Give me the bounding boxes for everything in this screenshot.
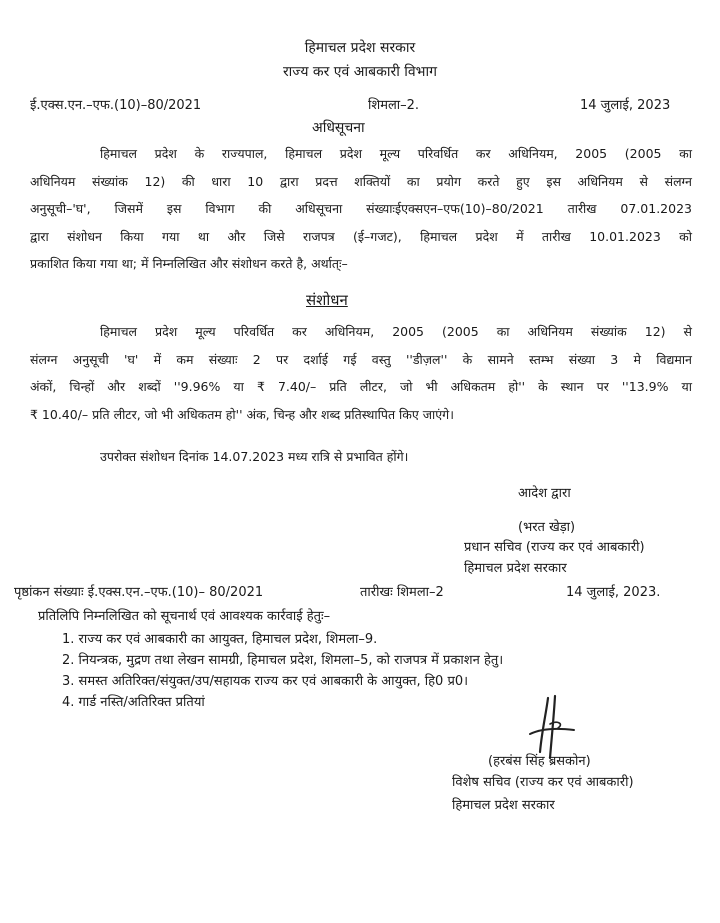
- copy-to-item: 2. नियन्त्रक, मुद्रण तथा लेखन सामग्री, हिमाचल प्रदेश, शिमला–5, को राजपत्र में प्रकाशन हेतु।: [62, 653, 504, 668]
- order-by: आदेश द्वारा: [518, 486, 571, 501]
- amendment-line: अंकों, चिन्हों और शब्दों ''9.96% या ₹ 7.40/– प्रति लीटर, जो भी अधिकतम हो'' के स्थान पर ''13.9% या: [30, 379, 692, 394]
- scan-artifact: [0, 0, 720, 6]
- government-name: हिमाचल प्रदेश सरकार: [304, 40, 416, 56]
- notification-line: प्रकाशित किया गया था; में निम्नलिखित और संशोधन करते है, अर्थात्ः–: [30, 256, 348, 271]
- signatory-2-name: (हरबंस सिंह ब्रसकोन): [488, 754, 591, 769]
- notification-line: अधिनियम संख्यांक 12) की धारा 10 द्वारा प्रदत्त शक्तियों का प्रयोग करते हुए इस अधिनियम से संलग्न: [30, 173, 692, 189]
- endorsement-number: पृष्ठांकन संख्याः ई.एक्स.एन.–एफ.(10)– 80/2021: [14, 585, 264, 600]
- endorsement-date: 14 जुलाई, 2023.: [566, 585, 661, 600]
- signatory-2-office: हिमाचल प्रदेश सरकार: [452, 798, 555, 813]
- reference-date: 14 जुलाई, 2023: [580, 98, 671, 113]
- signatory-2-designation: विशेष सचिव (राज्य कर एवं आबकारी): [452, 775, 634, 790]
- signatory-1-name: (भरत खेड़ा): [518, 520, 576, 535]
- effective-date-line: उपरोक्त संशोधन दिनांक 14.07.2023 मध्य रात्रि से प्रभावित होंगे।: [100, 449, 409, 464]
- reference-place: शिमला–2.: [368, 98, 420, 113]
- notification-line: अनुसूची–'घ', जिसमें इस विभाग की अधिसूचना संख्याःईएक्सएन–एफ(10)–80/2021 तारीख 07.01.2023: [30, 201, 692, 216]
- amendment-title: संशोधन: [306, 291, 348, 309]
- department-name: राज्य कर एवं आबकारी विभाग: [282, 64, 438, 80]
- notification-paragraph: [30, 140, 692, 278]
- amendment-line: ₹ 10.40/– प्रति लीटर, जो भी अधिकतम हो'' अंक, चिन्ह और शब्द प्रतिस्थापित किए जाएंगे।: [30, 406, 454, 422]
- amendment-paragraph: [30, 318, 692, 428]
- copy-to-item: 3. समस्त अतिरिक्त/संयुक्त/उप/सहायक राज्य कर एवं आबकारी के आयुक्त, हि0 प्र0।: [62, 674, 469, 689]
- copy-to-intro: प्रतिलिपि निम्नलिखित को सूचनार्थ एवं आवश्यक कार्रवाई हेतुः–: [38, 609, 331, 624]
- copy-to-item: 4. गार्ड नस्ति/अतिरिक्त प्रतियां: [62, 695, 205, 710]
- signatory-1-designation: प्रधान सचिव (राज्य कर एवं आबकारी): [464, 540, 645, 555]
- notification-title: अधिसूचना: [312, 120, 365, 136]
- notification-line: हिमाचल प्रदेश के राज्यपाल, हिमाचल प्रदेश मूल्य परिवर्धित कर अधिनियम, 2005 (2005 का: [100, 146, 692, 161]
- notification-line: द्वारा संशोधन किया गया था और जिसे राजपत्र (ई–गजट), हिमाचल प्रदेश में तारीख 10.01.2023 को: [30, 228, 692, 244]
- amendment-line: हिमाचल प्रदेश मूल्य परिवर्धित कर अधिनियम, 2005 (2005 का अधिनियम संख्यांक 12) से: [100, 324, 692, 339]
- endorsement-place: तारीखः शिमला–2: [360, 585, 444, 600]
- signatory-1-office: हिमाचल प्रदेश सरकार: [464, 561, 567, 576]
- reference-number: ई.एक्स.एन.–एफ.(10)–80/2021: [30, 98, 202, 113]
- copy-to-item: 1. राज्य कर एवं आबकारी का आयुक्त, हिमाचल प्रदेश, शिमला–9.: [62, 632, 378, 647]
- amendment-line: संलग्न अनुसूची 'घ' में कम संख्याः 2 पर दर्शाई गई वस्तु ''डीज़ल'' के सामने स्तम्भ संख्या 3 मे विद्यमान: [30, 351, 692, 367]
